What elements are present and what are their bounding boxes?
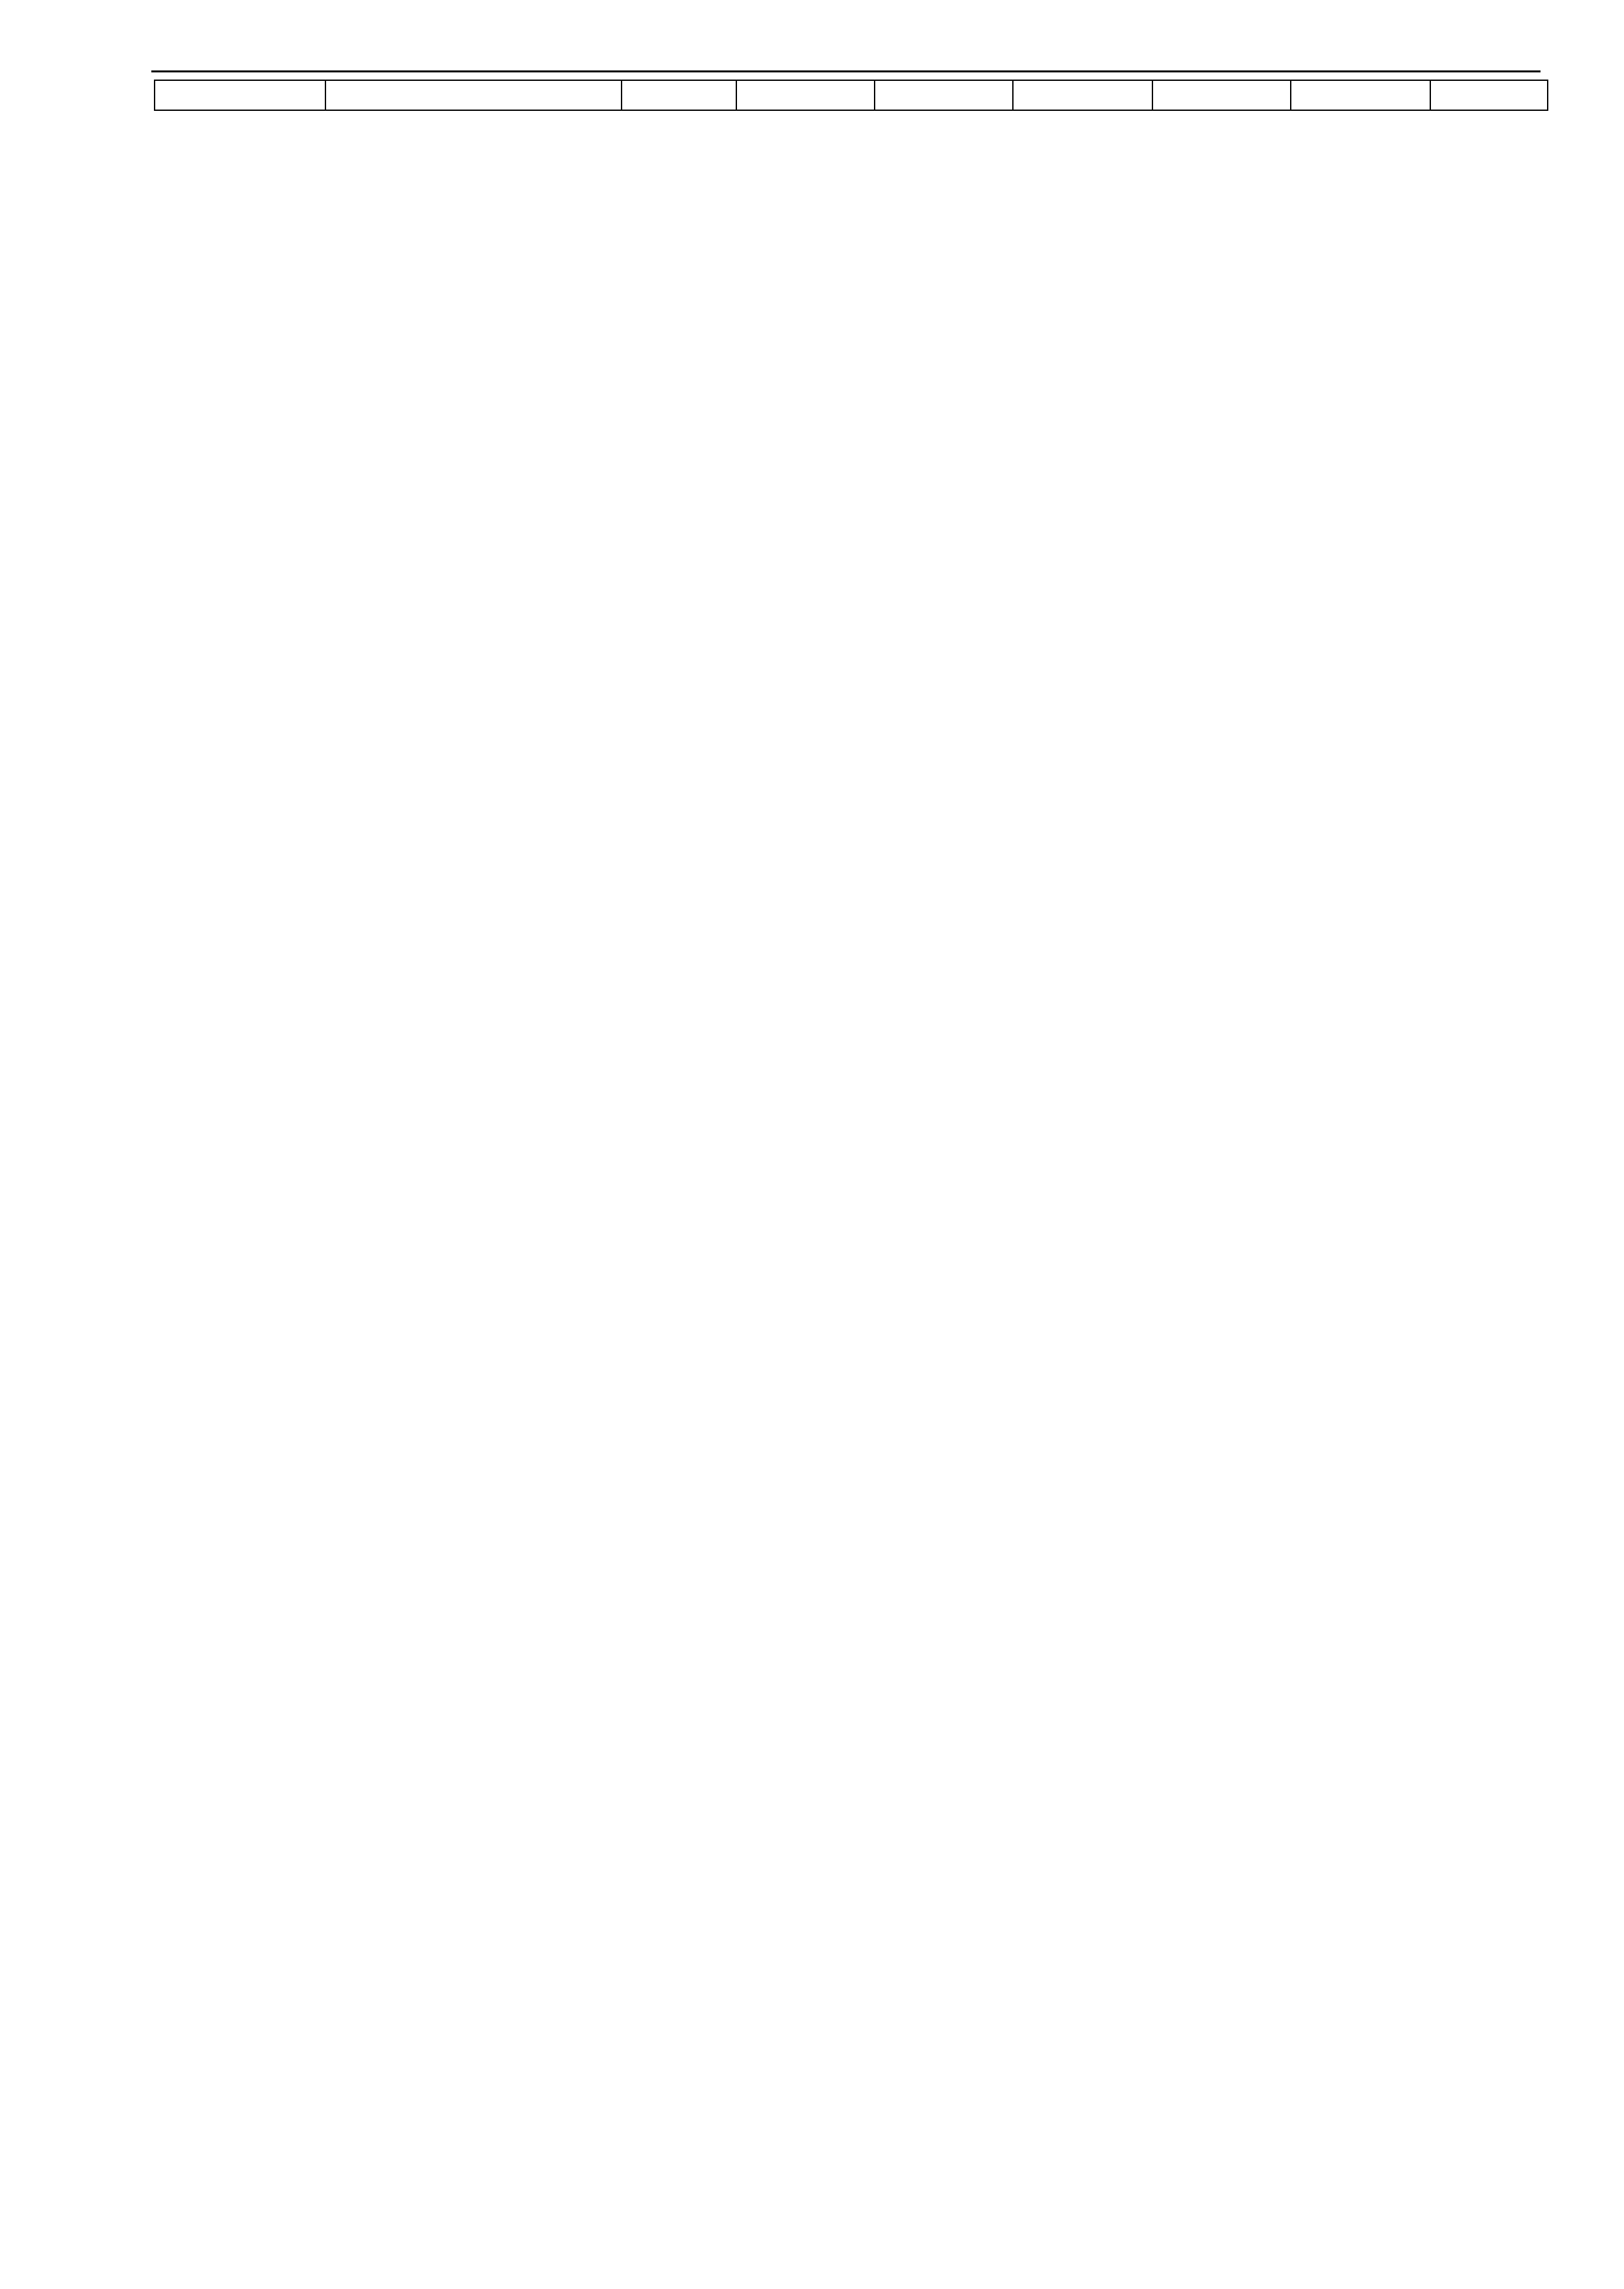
column-number	[325, 80, 622, 110]
header-rule	[151, 70, 1541, 72]
column-number	[1291, 80, 1430, 110]
column-number	[1430, 80, 1548, 110]
column-number	[155, 80, 325, 110]
column-number	[1013, 80, 1152, 110]
price-table	[154, 80, 1548, 111]
column-number	[1152, 80, 1291, 110]
column-number	[875, 80, 1013, 110]
column-number	[736, 80, 875, 110]
table-body	[155, 80, 1548, 110]
column-number	[622, 80, 736, 110]
column-number-row	[155, 80, 1548, 110]
